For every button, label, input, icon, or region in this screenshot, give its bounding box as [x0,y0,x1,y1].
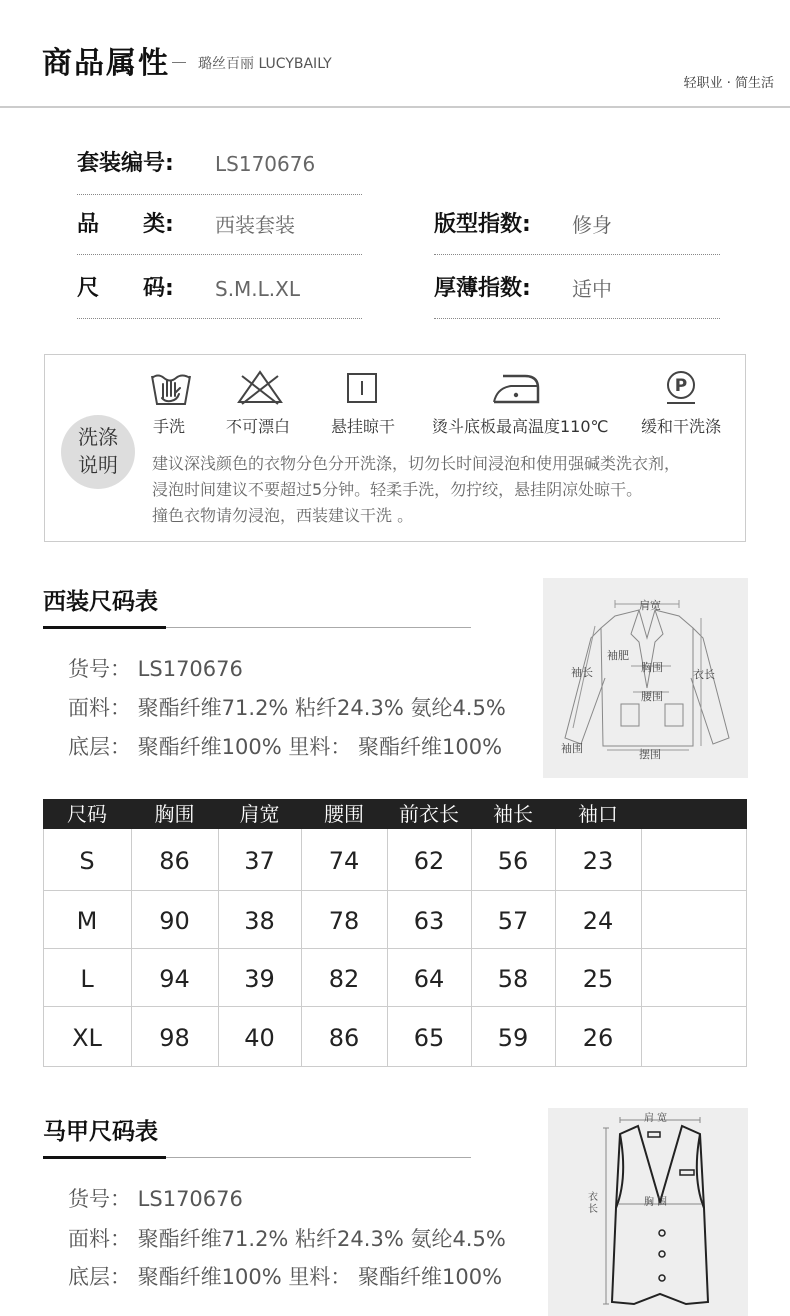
diagram-label: 肩宽 [639,599,661,612]
size-value: S.M.L.XL [215,277,301,301]
suit-base-lining: 底层： 聚酯纤维100% 里料： 聚酯纤维100% [68,735,503,759]
thickness-label: 厚薄指数: [434,276,531,301]
brand-slogan: 轻职业 · 简生活 [683,76,774,91]
washing-desc-line: 撞色衣物请勿浸泡，西装建议干洗 。 [152,506,414,525]
size-label: 尺 码: [77,276,174,301]
dotted-divider [77,254,362,255]
iron-icon [491,368,541,408]
no-bleach-label: 不可漂白 [226,417,291,436]
table-cell: 86 [328,1024,360,1052]
table-cell: 58 [497,965,529,993]
brand-name: 璐丝百丽 LUCYBAILY [198,56,332,72]
diagram-label: 摆围 [639,748,661,761]
iron-label: 烫斗底板最高温度110℃ [432,417,609,436]
table-cell [641,1010,747,1067]
hang-dry-label: 悬挂晾干 [331,417,396,436]
table-size-cell: XL [72,1024,102,1052]
diagram-label: 肩 宽 [644,1113,668,1124]
table-header-cell [641,799,747,829]
set-number-value: LS170676 [215,152,316,176]
hang-dry-icon [345,368,379,408]
table-cell: 90 [159,907,190,935]
table-cell: 57 [497,907,529,935]
dotted-divider [77,318,362,319]
hand-wash-icon [150,368,192,408]
table-cell: 74 [328,847,360,875]
table-size-cell: L [80,965,94,993]
hand-wash-label: 手洗 [153,417,186,436]
table-cell: 86 [159,847,190,875]
page-title: 商品属性 [42,46,170,81]
table-cell: 94 [159,965,190,993]
set-number-label: 套装编号: [77,151,174,176]
table-cell: 59 [497,1024,529,1052]
fit-value: 修身 [572,213,612,237]
table-header-cell: 腰围 [324,802,364,826]
dotted-divider [77,194,362,195]
table-cell: 37 [244,847,275,875]
table-header-cell: 肩宽 [239,802,280,826]
vest-diagram [548,1108,748,1316]
section-underline [43,626,166,629]
table-header-cell: 袖长 [493,802,533,826]
table-cell: 65 [413,1024,445,1052]
table-cell: 40 [244,1024,275,1052]
table-size-cell: S [79,847,95,875]
no-bleach-icon [236,368,284,408]
table-cell [641,952,747,1006]
diagram-label: 袖肥 [607,649,629,662]
table-cell: 38 [244,907,275,935]
diagram-label: 腰围 [641,690,663,703]
table-cell: 62 [413,847,445,875]
dry-clean-icon [663,368,699,408]
table-cell: 63 [413,907,445,935]
suit-diagram [543,578,748,778]
table-header-cell: 尺码 [67,802,107,826]
vest-icon [548,1108,748,1316]
table-cell: 78 [328,907,360,935]
diagram-label: 袖围 [561,742,583,755]
table-cell: 25 [582,965,614,993]
table-header-cell: 胸围 [154,802,195,826]
vest-item-number: 货号： LS170676 [68,1187,243,1211]
vest-fabric: 面料： 聚酯纤维71.2% 粘纤24.3% 氨纶4.5% [68,1227,506,1251]
table-cell: 39 [244,965,275,993]
section-underline [43,1156,166,1159]
table-cell: 64 [413,965,445,993]
thickness-value: 适中 [572,277,612,301]
table-header-cell: 前衣长 [399,802,459,826]
diagram-label: 衣长 [588,1192,598,1215]
table-cell: 26 [582,1024,614,1052]
table-cell: 56 [497,847,529,875]
suit-item-number: 货号： LS170676 [68,657,243,681]
table-cell [641,833,747,890]
suit-fabric: 面料： 聚酯纤维71.2% 粘纤24.3% 氨纶4.5% [68,696,506,720]
title-dash [172,62,186,63]
fit-label: 版型指数: [434,212,531,237]
svg-text:P: P [674,376,688,396]
dotted-divider [434,318,720,319]
dotted-divider [434,254,720,255]
table-header-cell: 袖口 [578,802,618,826]
table-cell: 82 [328,965,360,993]
diagram-label: 袖长 [571,666,593,679]
vest-base-lining: 底层： 聚酯纤维100% 里料： 聚酯纤维100% [68,1265,503,1289]
table-cell: 24 [582,907,614,935]
table-cell: 23 [582,847,614,875]
washing-badge-text: 洗涤 说明 [78,425,118,477]
washing-desc-line: 浸泡时间建议不要超过5分钟。轻柔手洗，勿拧绞，悬挂阴凉处晾干。 [152,480,643,499]
diagram-label: 胸围 [641,661,663,674]
category-label: 品 类: [77,212,174,237]
vest-size-title: 马甲尺码表 [43,1119,158,1145]
diagram-label: 胸 围 [644,1197,668,1208]
category-value: 西装套装 [215,213,295,237]
table-cell: 98 [159,1024,190,1052]
suit-size-title: 西装尺码表 [43,589,158,615]
header-divider [0,106,790,108]
table-size-cell: M [76,907,98,935]
dry-clean-label: 缓和干洗涤 [641,417,722,436]
table-cell [641,894,747,948]
washing-desc-line: 建议深浅颜色的衣物分色分开洗涤，切勿长时间浸泡和使用强碱类洗衣剂， [152,454,681,473]
diagram-label: 衣长 [693,668,715,681]
